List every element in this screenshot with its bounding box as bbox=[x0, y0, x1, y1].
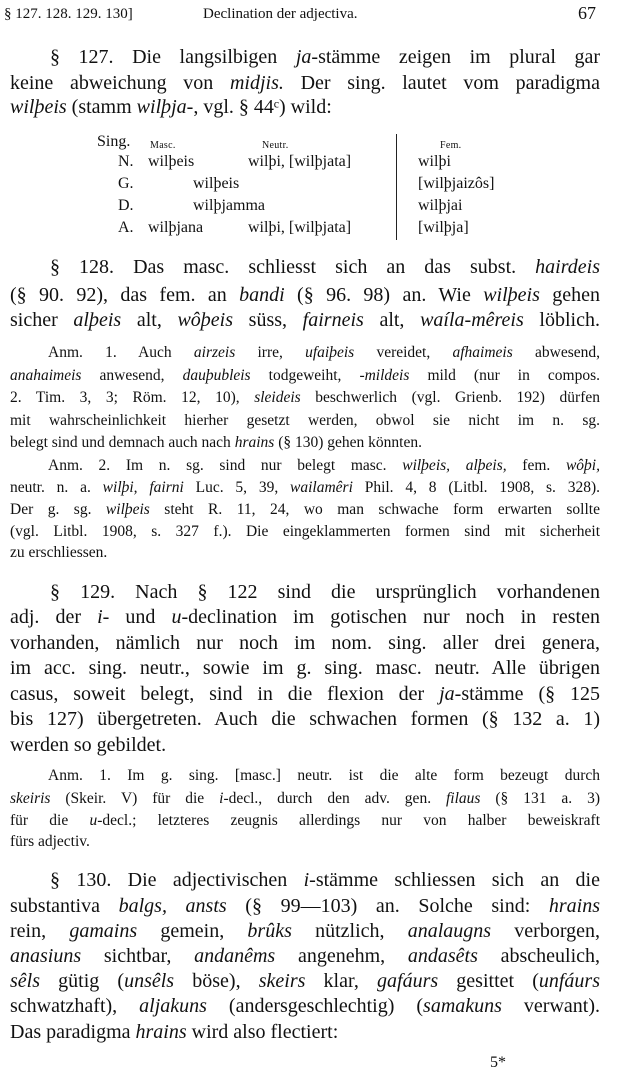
text-run: nützlich, bbox=[291, 920, 408, 942]
text-run: im acc. sing. neutr., sowie im g. sing. masc. neutr. Alle übrigen bbox=[10, 657, 600, 679]
note-128-2-line bbox=[48, 456, 600, 476]
case-label: G. bbox=[118, 175, 134, 192]
page-number: 67 bbox=[578, 3, 596, 23]
note-128-1-line bbox=[10, 388, 600, 408]
form-fem: [wilþja] bbox=[418, 219, 469, 236]
italic-term: midjis. bbox=[229, 72, 284, 94]
italic-term: gafáurs bbox=[377, 970, 439, 992]
text-run: § 129. Nach § 122 sind die ursprünglich vorhandenen bbox=[50, 581, 600, 603]
text-run: mild (nur in compos. bbox=[409, 367, 600, 384]
case-label: A. bbox=[118, 219, 134, 236]
header-sections: § 127. 128. 129. 130] bbox=[4, 6, 133, 22]
paragraph-129-line bbox=[10, 733, 600, 757]
text-run: vereidet, bbox=[354, 344, 453, 361]
text-run: gütig ( bbox=[40, 970, 125, 992]
italic-term: gamains bbox=[69, 920, 138, 942]
italic-term: ja bbox=[439, 683, 455, 705]
text-run: gesittet ( bbox=[438, 970, 539, 992]
form-fem: [wilþjaizôs] bbox=[418, 175, 495, 192]
text-run: abwesend, bbox=[512, 344, 600, 361]
note-128-2-line bbox=[10, 500, 600, 520]
text-run: sicher bbox=[10, 309, 74, 331]
italic-term: bandi bbox=[239, 284, 285, 306]
paragraph-130-line bbox=[10, 1020, 600, 1044]
text-run: angenehm, bbox=[275, 945, 408, 967]
italic-term: wilþeis bbox=[105, 501, 150, 518]
text-run: alt, bbox=[363, 309, 421, 331]
italic-term: unfáurs bbox=[538, 970, 600, 992]
header-title: Declination der adjectiva. bbox=[203, 6, 358, 22]
text-run: § 128. Das masc. schliesst sich an das subst. bbox=[50, 256, 536, 278]
text-run: (§ 96. 98) an. Wie bbox=[284, 284, 484, 306]
text-run: todgeweiht, bbox=[250, 367, 360, 384]
italic-term: anasiuns bbox=[10, 945, 82, 967]
note-129-1-line bbox=[48, 766, 600, 786]
italic-term: anahaimeis bbox=[10, 367, 82, 384]
paragraph-127-line bbox=[10, 71, 600, 95]
paragraph-130-line bbox=[10, 994, 600, 1018]
text-run: Phil. 4, 8 (Litbl. 1908, s. 328). bbox=[352, 479, 600, 496]
text-run: zu erschliessen. bbox=[10, 544, 108, 561]
paragraph-130-line bbox=[10, 969, 600, 993]
text-run: casus, soweit belegt, sind in die flexion der bbox=[10, 683, 440, 705]
italic-term: balgs, ansts bbox=[118, 895, 227, 917]
column-header-fem: Fem. bbox=[440, 140, 462, 151]
note-129-1-line bbox=[10, 811, 600, 831]
text-run: irre, bbox=[235, 344, 306, 361]
text-run: beschwerlich (vgl. Grienb. 192) dürfen bbox=[300, 389, 600, 406]
italic-term: wailamêri bbox=[290, 479, 353, 496]
text-run: (Skeir. V) für die bbox=[50, 790, 220, 807]
italic-term: u bbox=[89, 812, 98, 829]
italic-term: wilþeis, alþeis, bbox=[402, 457, 507, 474]
italic-term: andanêms bbox=[194, 945, 276, 967]
text-run: mit wahrscheinlichkeit hierher gesetzt werden, obwol sie nicht im n. sg. bbox=[10, 412, 600, 429]
text-run: -stämme zeigen im plural gar bbox=[311, 46, 600, 68]
number-label: Sing. bbox=[97, 133, 131, 150]
text-run: neutr. n. a. bbox=[10, 479, 103, 496]
paragraph-130-line bbox=[10, 944, 600, 968]
text-run: für die bbox=[10, 812, 90, 829]
text-run: Das paradigma bbox=[10, 1021, 136, 1043]
italic-term: ja bbox=[295, 46, 312, 68]
form-fem: wilþi bbox=[418, 153, 451, 170]
italic-term: i bbox=[303, 869, 310, 891]
form-masc-neutr: wilþeis bbox=[193, 175, 240, 192]
italic-term: samakuns bbox=[423, 995, 502, 1017]
text-run: süss, bbox=[233, 309, 303, 331]
italic-term: hrains bbox=[234, 434, 275, 451]
form-fem: wilþjai bbox=[418, 197, 463, 214]
note-128-2-line bbox=[10, 543, 600, 563]
text-run: Der g. sg. bbox=[10, 501, 106, 518]
italic-term: filaus bbox=[446, 790, 481, 807]
paragraph-128-line bbox=[10, 283, 600, 307]
paragraph-129-line bbox=[10, 631, 600, 655]
note-128-1-line bbox=[48, 343, 600, 363]
text-run: Anm. 1. Im g. sing. [masc.] neutr. ist die alte form bezeugt durch bbox=[48, 767, 600, 784]
text-run: sichtbar, bbox=[81, 945, 195, 967]
italic-term: i bbox=[219, 790, 224, 807]
paragraph-129-line bbox=[10, 682, 600, 706]
italic-term: skeirs bbox=[258, 970, 306, 992]
text-run: Anm. 2. Im n. sg. sind nur belegt masc. bbox=[48, 457, 403, 474]
text-run: vorhanden, nämlich nur noch im nom. sing. aller drei genera, bbox=[10, 632, 600, 654]
italic-term: sleideis bbox=[254, 389, 301, 406]
case-label: D. bbox=[118, 197, 134, 214]
paragraph-128-line bbox=[50, 255, 600, 279]
form-masc: wilþjana bbox=[148, 219, 204, 236]
text-run: abscheulich, bbox=[477, 945, 601, 967]
italic-term: airzeis bbox=[193, 344, 236, 361]
paragraph-127-line bbox=[10, 95, 600, 119]
text-run: gemein, bbox=[137, 920, 248, 942]
form-masc: wilþeis bbox=[148, 153, 195, 170]
note-128-2-line bbox=[10, 522, 600, 542]
text-run: fürs adjectiv. bbox=[10, 833, 90, 850]
italic-term: u bbox=[171, 606, 182, 628]
text-run: (andersgeschlechtig) ( bbox=[206, 995, 424, 1017]
text-run: -declination im gotischen nur noch in resten bbox=[181, 606, 600, 628]
form-masc-neutr: wilþjamma bbox=[193, 197, 265, 214]
paragraph-129-line bbox=[50, 580, 600, 604]
italic-term: wôþi, bbox=[565, 457, 600, 474]
note-128-1-line bbox=[10, 366, 600, 386]
italic-term: dauþubleis bbox=[182, 367, 251, 384]
italic-term: unsêls bbox=[124, 970, 175, 992]
note-128-2-line bbox=[10, 478, 600, 498]
text-run: Luc. 5, 39, bbox=[183, 479, 291, 496]
text-run: gehen bbox=[539, 284, 600, 306]
text-run: anwesend, bbox=[81, 367, 183, 384]
paragraph-130-line bbox=[10, 894, 600, 918]
text-run: (§ 90. 92), das fem. an bbox=[10, 284, 240, 306]
italic-term: alþeis bbox=[73, 309, 122, 331]
form-neutr: wilþi, [wilþjata] bbox=[248, 219, 352, 236]
text-run: fem. bbox=[506, 457, 566, 474]
italic-term: ufaiþeis bbox=[305, 344, 355, 361]
column-header-masc: Masc. bbox=[150, 140, 176, 151]
italic-term: skeiris bbox=[10, 790, 51, 807]
italic-term: -mildeis bbox=[359, 367, 410, 384]
text-run: steht R. 11, 24, wo man schwache form erwarten sollte bbox=[149, 501, 600, 518]
text-run: Anm. 1. Auch bbox=[48, 344, 194, 361]
text-run: alt, bbox=[121, 309, 178, 331]
italic-term: hrains bbox=[548, 895, 600, 917]
paragraph-130-line bbox=[50, 868, 600, 892]
text-run: bis 127) übergetreten. Auch die schwachen formen (§ 132 a. 1) bbox=[10, 708, 600, 730]
text-run: schwatzhaft), bbox=[10, 995, 140, 1017]
note-128-1-line bbox=[10, 433, 600, 453]
italic-term: i bbox=[97, 606, 103, 628]
italic-term: wilþja- bbox=[136, 96, 194, 118]
text-run: keine abweichung von bbox=[10, 72, 230, 94]
text-run: -stämme schliessen sich an die bbox=[309, 869, 600, 891]
text-run: (§ 99—103) an. Solche sind: bbox=[226, 895, 549, 917]
text-run: verborgen, bbox=[491, 920, 600, 942]
italic-term: analaugns bbox=[407, 920, 492, 942]
italic-term: aljakuns bbox=[139, 995, 207, 1017]
italic-term: sêls bbox=[10, 970, 40, 992]
note-128-1-line bbox=[10, 411, 600, 431]
italic-term: andasêts bbox=[407, 945, 478, 967]
text-run: werden so gebildet. bbox=[10, 734, 167, 756]
text-run: -stämme (§ 125 bbox=[454, 683, 600, 705]
paragraph-129-line bbox=[10, 605, 600, 629]
text-run: , vgl. § 44ᶜ) wild: bbox=[193, 96, 332, 118]
text-run: -decl., durch den adv. gen. bbox=[223, 790, 446, 807]
table-divider bbox=[396, 134, 397, 240]
text-run: verwant). bbox=[501, 995, 600, 1017]
paragraph-129-line bbox=[10, 707, 600, 731]
text-run: belegt sind und demnach auch nach bbox=[10, 434, 235, 451]
text-run: § 130. Die adjectivischen bbox=[50, 869, 304, 891]
note-129-1-line bbox=[10, 832, 600, 852]
text-run: (vgl. Litbl. 1908, s. 327 f.). Die eingeklammerten formen sind mit sicherheit bbox=[10, 523, 600, 540]
text-run: - und bbox=[102, 606, 172, 628]
text-run: adj. der bbox=[10, 606, 98, 628]
text-run: substantiva bbox=[10, 895, 119, 917]
text-run: (§ 130) gehen könnten. bbox=[274, 434, 422, 451]
italic-term: wilþi, fairni bbox=[102, 479, 184, 496]
text-run: rein, bbox=[10, 920, 70, 942]
form-neutr: wilþi, [wilþjata] bbox=[248, 153, 352, 170]
italic-term: wilþeis bbox=[483, 284, 540, 306]
italic-term: wilþeis bbox=[10, 96, 67, 118]
text-run: böse), bbox=[174, 970, 259, 992]
italic-term: hairdeis bbox=[535, 256, 600, 278]
paragraph-129-line bbox=[10, 656, 600, 680]
text-run: 2. Tim. 3, 3; Röm. 12, 10), bbox=[10, 389, 255, 406]
paragraph-128-line bbox=[10, 308, 600, 332]
text-run: (§ 131 a. 3) bbox=[480, 790, 601, 807]
italic-term: brûks bbox=[247, 920, 292, 942]
italic-term: wôþeis bbox=[177, 309, 234, 331]
italic-term: afhaimeis bbox=[452, 344, 513, 361]
paragraph-127-line bbox=[50, 45, 600, 69]
signature-mark: 5* bbox=[490, 1054, 506, 1071]
italic-term: waíla-mêreis bbox=[420, 309, 524, 331]
text-run: wird also flectiert: bbox=[186, 1021, 339, 1043]
note-129-1-line bbox=[10, 789, 600, 809]
text-run: § 127. Die langsilbigen bbox=[50, 46, 296, 68]
text-run: (stamm bbox=[66, 96, 137, 118]
text-run: Der sing. lautet vom paradigma bbox=[283, 72, 600, 94]
column-header-neutr: Neutr. bbox=[262, 140, 289, 151]
italic-term: fairneis bbox=[302, 309, 364, 331]
paragraph-130-line bbox=[10, 919, 600, 943]
text-run: löblich. bbox=[523, 309, 600, 331]
italic-term: hrains bbox=[135, 1021, 187, 1043]
text-run: -decl.; letzteres zeugnis allerdings nur von halber beweiskraft bbox=[97, 812, 600, 829]
text-run: klar, bbox=[305, 970, 378, 992]
case-label: N. bbox=[118, 153, 134, 170]
